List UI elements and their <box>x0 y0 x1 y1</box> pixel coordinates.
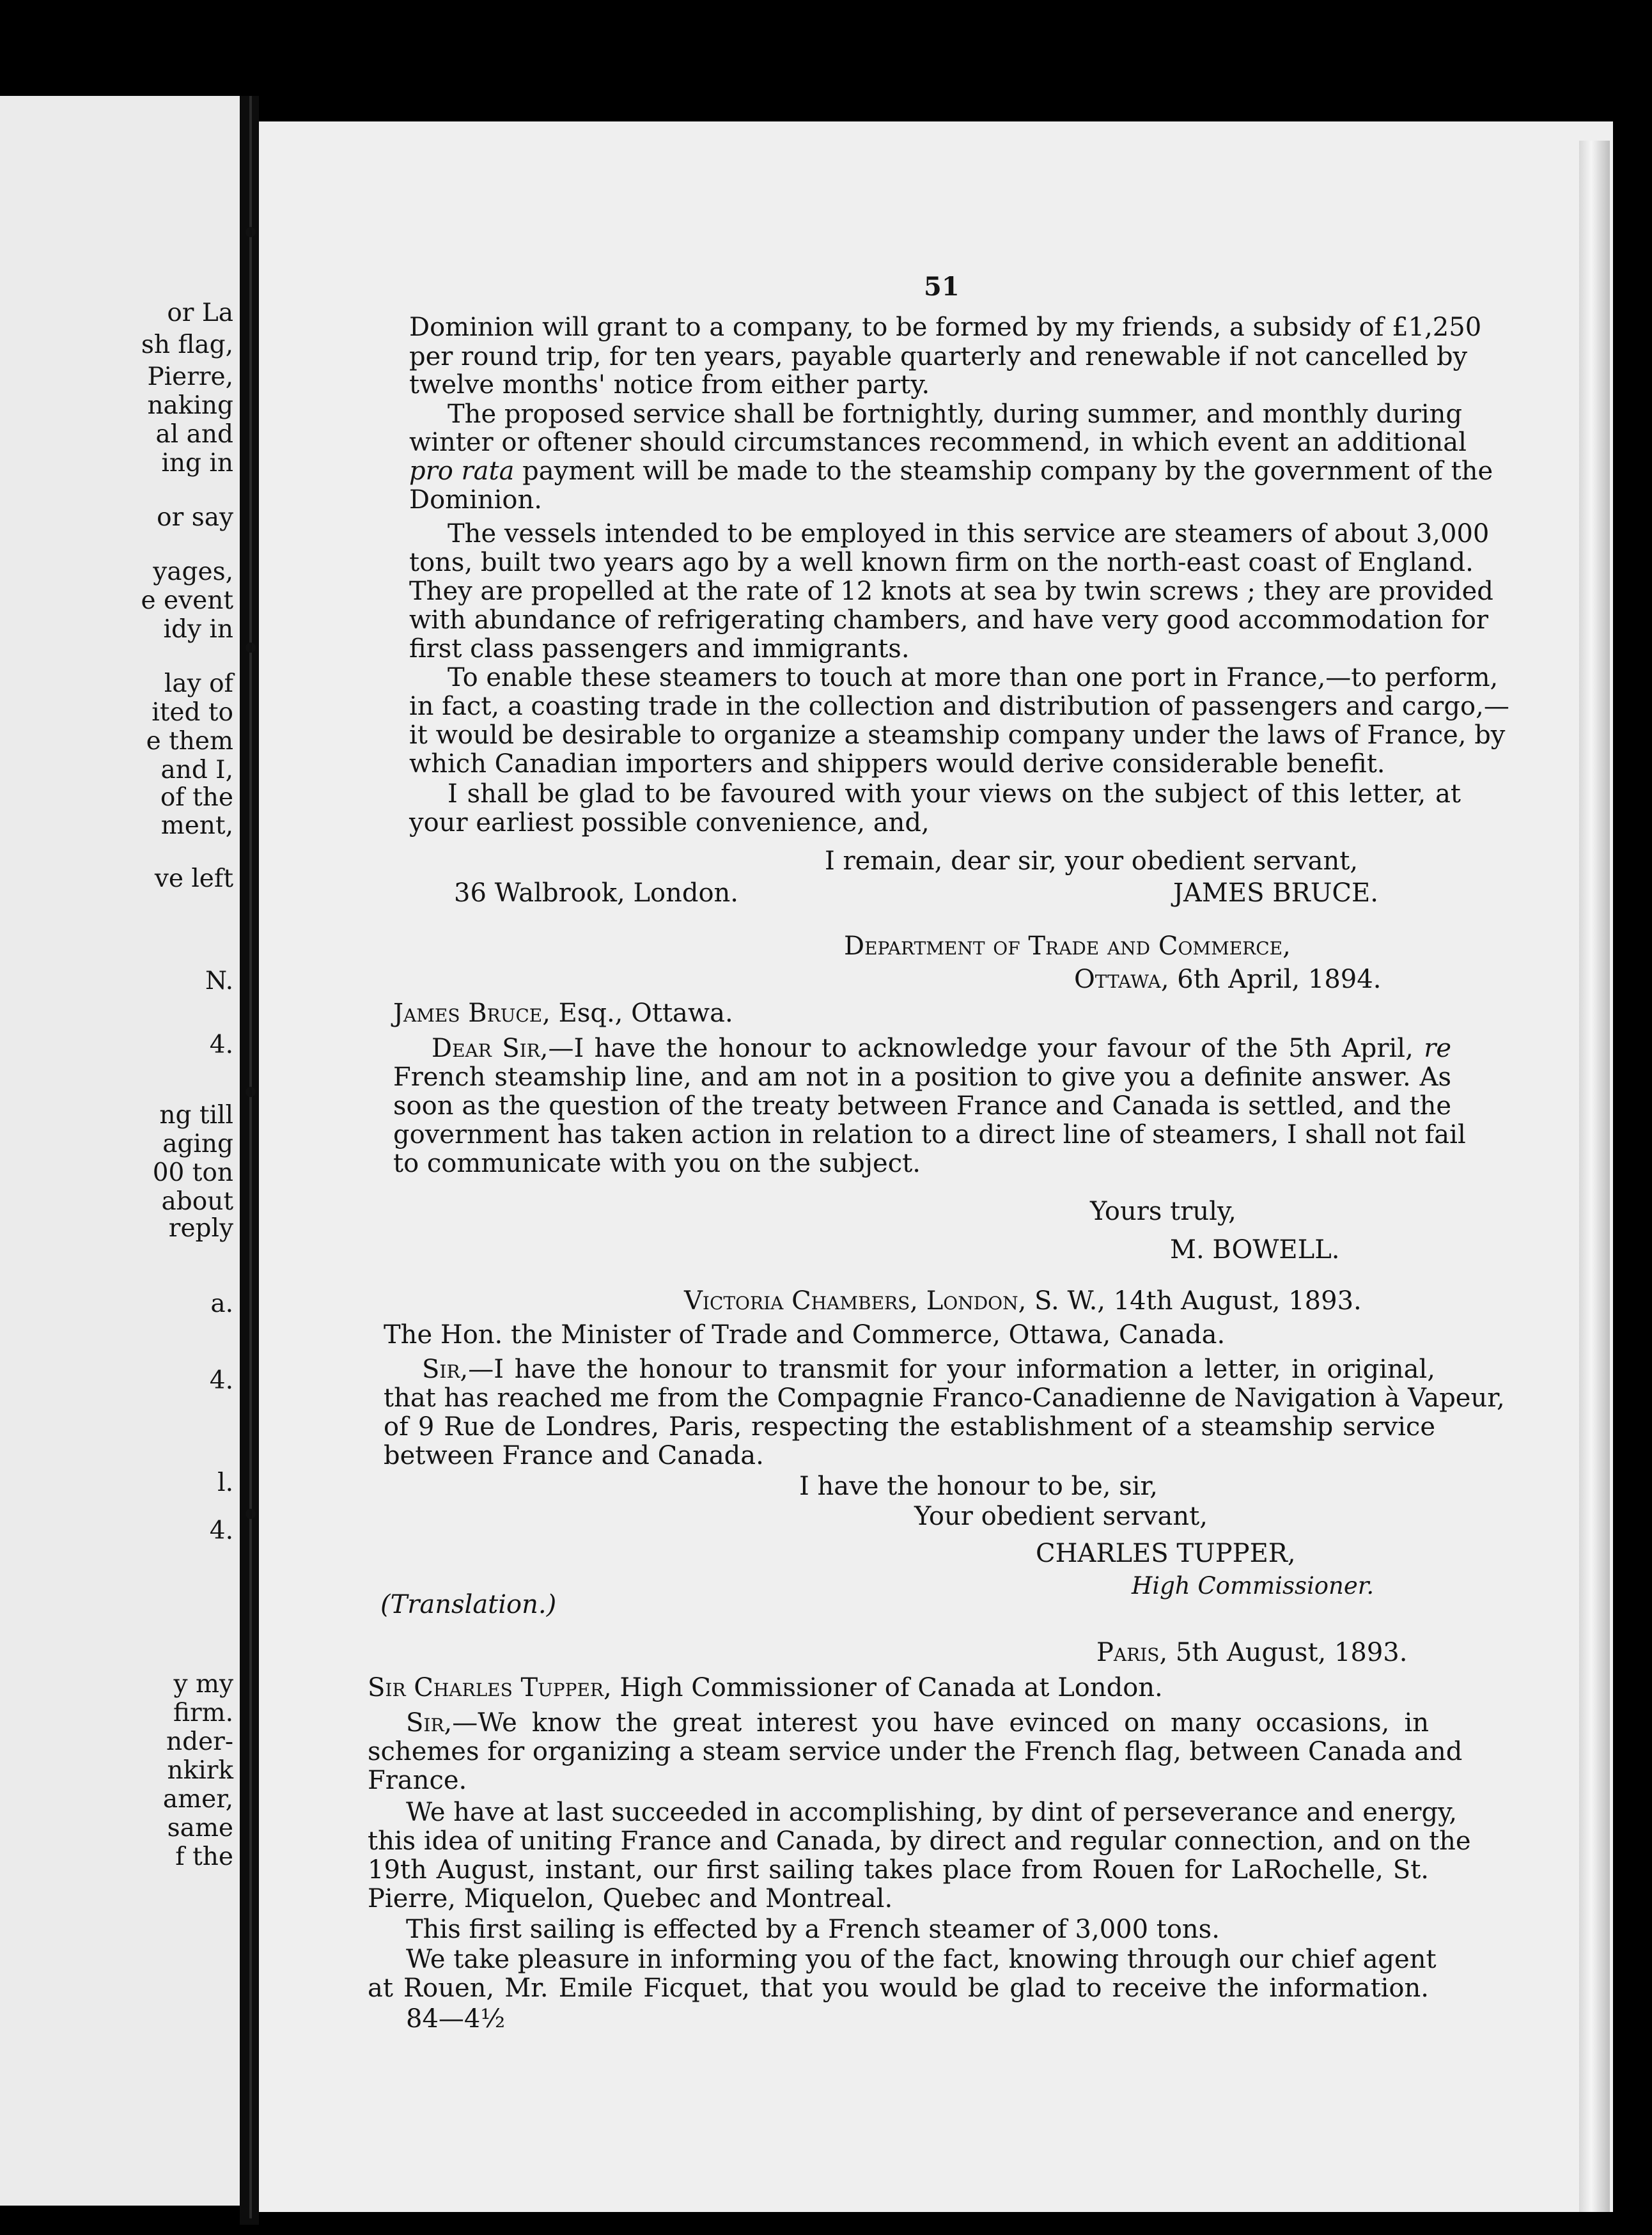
left-page-text: 4. <box>209 1366 233 1395</box>
left-page-text: 4. <box>209 1031 233 1059</box>
letter-line: with abundance of refrigerating chambers, and have very good accommodation for <box>409 605 1489 635</box>
letter-line: per round trip, for ten years, payable quarterly and renewable if not cancelled by <box>409 342 1468 371</box>
letter-line: French steamship line, and am not in a position to give you a definite answer. As <box>393 1063 1451 1092</box>
salutation: Dear Sir, <box>432 1034 549 1063</box>
binding-stitch <box>245 642 256 653</box>
letter-closing: Yours truly, <box>1090 1197 1236 1226</box>
letter-line: We take pleasure in informing you of the fact, knowing through our chief agent <box>406 1945 1437 1974</box>
left-page-text: ve left <box>154 864 233 893</box>
place-date: Paris, 5th August, 1893. <box>1096 1638 1408 1667</box>
left-page-text: nder- <box>166 1727 233 1756</box>
left-page-text: or La <box>167 299 233 327</box>
letter-closing: I remain, dear sir, your obedient servant, <box>825 846 1359 876</box>
left-page-text: ng till <box>159 1101 233 1130</box>
left-page-text: idy in <box>163 615 233 644</box>
letter-line: This first sailing is effected by a French steamer of 3,000 tons. <box>406 1915 1220 1944</box>
letter-line: France. <box>368 1766 467 1795</box>
letter-line: of 9 Rue de Londres, Paris, respecting the establishment of a steamship service <box>384 1412 1435 1442</box>
binding-stitch <box>245 227 256 237</box>
left-page-text: e them <box>146 727 233 756</box>
left-page-text: al and <box>155 420 233 449</box>
left-page-text: a. <box>210 1289 233 1318</box>
letter-line: to communicate with you on the subject. <box>393 1149 921 1178</box>
letter-closing: Your obedient servant, <box>914 1502 1208 1531</box>
left-page-text: aging <box>162 1130 233 1158</box>
letter-line: Dominion will grant to a company, to be formed by my friends, a subsidy of £1,250 <box>409 313 1482 342</box>
letter-line: twelve months' notice from either party. <box>409 370 930 400</box>
addressee: James Bruce, Esq., Ottawa. <box>393 999 733 1028</box>
letter-line: first class passengers and immigrants. <box>409 634 910 664</box>
left-page-text: amer, <box>162 1785 233 1814</box>
left-page-text: f the <box>175 1842 233 1871</box>
letter-line: The proposed service shall be fortnightly, during summer, and monthly during <box>448 400 1462 429</box>
department-heading: Department of Trade and Commerce, <box>844 931 1291 961</box>
letter-closing: I have the honour to be, sir, <box>799 1472 1158 1501</box>
binding-stitch <box>245 1509 256 1519</box>
left-page-text: ited to <box>152 698 233 727</box>
left-page-text: 4. <box>209 1516 233 1545</box>
addressee: The Hon. the Minister of Trade and Commerce, Ottawa, Canada. <box>384 1320 1226 1350</box>
signatory-title: High Commissioner. <box>1132 1572 1375 1600</box>
left-page-text: N. <box>205 967 233 995</box>
left-page-text: ment, <box>160 811 233 840</box>
salutation: Sir, <box>406 1708 453 1738</box>
signature: M. BOWELL. <box>1170 1235 1340 1265</box>
letter-line: soon as the question of the treaty between France and Canada is settled, and the <box>393 1091 1451 1121</box>
letter-line: this idea of uniting France and Canada, by direct and regular connection, and on the <box>368 1826 1471 1856</box>
left-page-text: or say <box>157 503 233 532</box>
addressee: Sir Charles Tupper, High Commissioner of Canada at London. <box>368 1673 1163 1702</box>
letter-line: that has reached me from the Compagnie Franco-Canadienne de Navigation à Vapeur, <box>384 1383 1505 1413</box>
left-page-text: same <box>167 1814 233 1842</box>
left-page-text: about <box>161 1187 233 1216</box>
letter-line: 19th August, instant, our first sailing takes place from Rouen for LaRochelle, St. <box>368 1855 1429 1885</box>
left-page-text: 00 ton <box>152 1158 233 1187</box>
letter-line: We have at last succeeded in accomplishing, by dint of perseverance and energy, <box>406 1798 1458 1827</box>
letter-line: To enable these steamers to touch at more than one port in France,—to perform, <box>448 663 1499 692</box>
letter-line: which Canadian importers and shippers would derive considerable benefit. <box>409 749 1385 779</box>
left-page-text: nkirk <box>167 1756 233 1785</box>
left-page-text: lay of <box>164 669 233 698</box>
binding-stitch <box>245 1087 256 1097</box>
left-page-text: and I, <box>160 756 233 784</box>
letter-line: Sir,—I have the honour to transmit for your information a letter, in original, <box>422 1355 1435 1384</box>
place-date: Victoria Chambers, London, S. W., 14th August, 1893. <box>684 1286 1362 1316</box>
pro-rata-term: pro rata <box>409 456 515 486</box>
letter-line: at Rouen, Mr. Emile Ficquet, that you would be glad to receive the information. <box>368 1974 1429 2003</box>
sender-address: 36 Walbrook, London. <box>454 878 739 908</box>
letter-line: winter or oftener should circumstances recommend, in which event an additional <box>409 428 1467 457</box>
letter-line: between France and Canada. <box>384 1441 764 1470</box>
page-number: 51 <box>924 272 960 302</box>
letter-line: Sir,—We know the great interest you have evinced on many occasions, in <box>406 1708 1429 1738</box>
place-date: Ottawa, 6th April, 1894. <box>1074 965 1382 994</box>
letter-line: it would be desirable to organize a steamship company under the laws of France, by <box>409 720 1506 750</box>
left-page-text: reply <box>168 1214 233 1243</box>
letter-line: The vessels intended to be employed in this service are steamers of about 3,000 <box>448 519 1490 549</box>
left-page-text: ing in <box>161 449 233 478</box>
left-page-text: of the <box>160 783 233 812</box>
left-page-text: firm. <box>173 1699 233 1727</box>
letter-line: in fact, a coasting trade in the collection and distribution of passengers and cargo,— <box>409 692 1509 721</box>
letter-line: schemes for organizing a steam service under the French flag, between Canada and <box>368 1737 1463 1766</box>
left-page-text: sh flag, <box>141 331 233 359</box>
letter-line: government has taken action in relation to a direct line of steamers, I shall not fail <box>393 1120 1466 1149</box>
page-edge <box>1579 141 1610 2212</box>
left-page-text: y my <box>173 1670 233 1699</box>
letter-line: pro rata payment will be made to the steamship company by the government of the <box>409 456 1493 486</box>
binding-thread <box>249 96 252 2218</box>
letter-line: I shall be glad to be favoured with your views on the subject of this letter, at <box>448 779 1461 809</box>
letter-line: Pierre, Miquelon, Quebec and Montreal. <box>368 1884 893 1913</box>
letter-line: Dominion. <box>409 485 542 515</box>
letter-line: your earliest possible convenience, and, <box>409 808 930 837</box>
left-page-text: e event <box>141 586 233 615</box>
signature: JAMES BRUCE. <box>1173 878 1378 908</box>
letter-line: tons, built two years ago by a well known firm on the north-east coast of England. <box>409 548 1474 577</box>
printer-signature-mark: 84—4½ <box>406 2004 506 2034</box>
signature: CHARLES TUPPER, <box>1036 1539 1296 1568</box>
left-page-text: naking <box>147 391 233 420</box>
left-page-text: l. <box>217 1468 233 1497</box>
letter-line: They are propelled at the rate of 12 knots at sea by twin screws ; they are provided <box>409 577 1493 606</box>
left-page-text: Pierre, <box>147 362 233 391</box>
left-page-text: yages, <box>153 557 233 586</box>
translation-heading: (Translation.) <box>380 1590 557 1619</box>
letter-line: Dear Sir,—I have the honour to acknowledge your favour of the 5th April, re <box>432 1034 1451 1063</box>
left-page <box>0 96 240 2206</box>
salutation: Sir, <box>422 1355 469 1384</box>
